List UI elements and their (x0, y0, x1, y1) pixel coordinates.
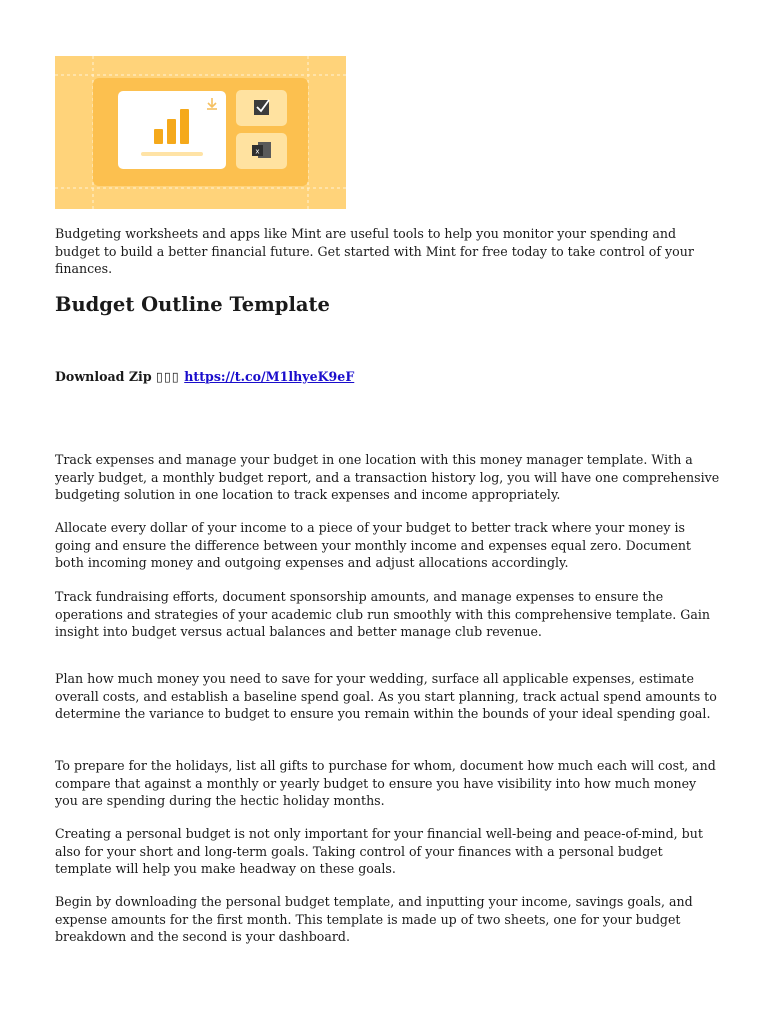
body-paragraph-7: Begin by downloading the personal budget template, and inputting your income, savings goals, and expense amounts for the first month. This template is made up of two sheets, one for your budget breakdown and the second is your dashboard. (55, 894, 693, 945)
svg-text:x: x (255, 147, 260, 156)
download-line (55, 368, 354, 385)
intro-paragraph: Budgeting worksheets and apps like Mint are useful tools to help you monitor your spending and budget to build a better financial future. Get started with Mint for free today to take control of your finances. (55, 226, 694, 277)
page-title: Budget Outline Template (55, 293, 330, 316)
bar-chart-icon (118, 91, 226, 169)
missing-glyphs: ▯▯▯ (156, 369, 180, 384)
body-paragraph-1: Track expenses and manage your budget in one location with this money manager template. With a yearly budget, a monthly budget report, and a transaction history log, you will have one comprehensive budgeting solution in one location to track expenses and income appropriately. (55, 452, 720, 503)
body-paragraph-3: Track fundraising efforts, document sponsorship amounts, and manage expenses to ensure the operations and strategies of your academic club run smoothly with this comprehensive template. Gain insight into budget versus actual balances and better manage club revenue. (55, 589, 710, 640)
download-link[interactable]: https://t.co/M1lhyeK9eF (184, 369, 355, 384)
checkbox-icon (236, 90, 287, 126)
body-paragraph-5: To prepare for the holidays, list all gifts to purchase for whom, document how much each will cost, and compare that against a monthly or yearly budget to ensure you have visibility into how much money you are spending during the hectic holiday months. (55, 758, 716, 809)
download-label: Download Zip (55, 369, 152, 384)
excel-icon (236, 133, 287, 169)
body-paragraph-6: Creating a personal budget is not only important for your financial well-being and peace-of-mind, but also for your short and long-term goals. Taking control of your finances with a personal budget template will help you make headway on these goals. (55, 826, 703, 877)
hero-illustration (55, 56, 346, 209)
body-paragraph-4: Plan how much money you need to save for your wedding, surface all applicable expenses, estimate overall costs, and establish a baseline spend goal. As you start planning, track actual spend amounts to determine the variance to budget to ensure you remain within the bounds of your ideal spending goal. (55, 671, 717, 722)
body-paragraph-2: Allocate every dollar of your income to a piece of your budget to better track where your money is going and ensure the difference between your monthly income and expenses equal zero. Document both incoming money and outgoing expenses and adjust allocations accordingly. (55, 520, 691, 571)
